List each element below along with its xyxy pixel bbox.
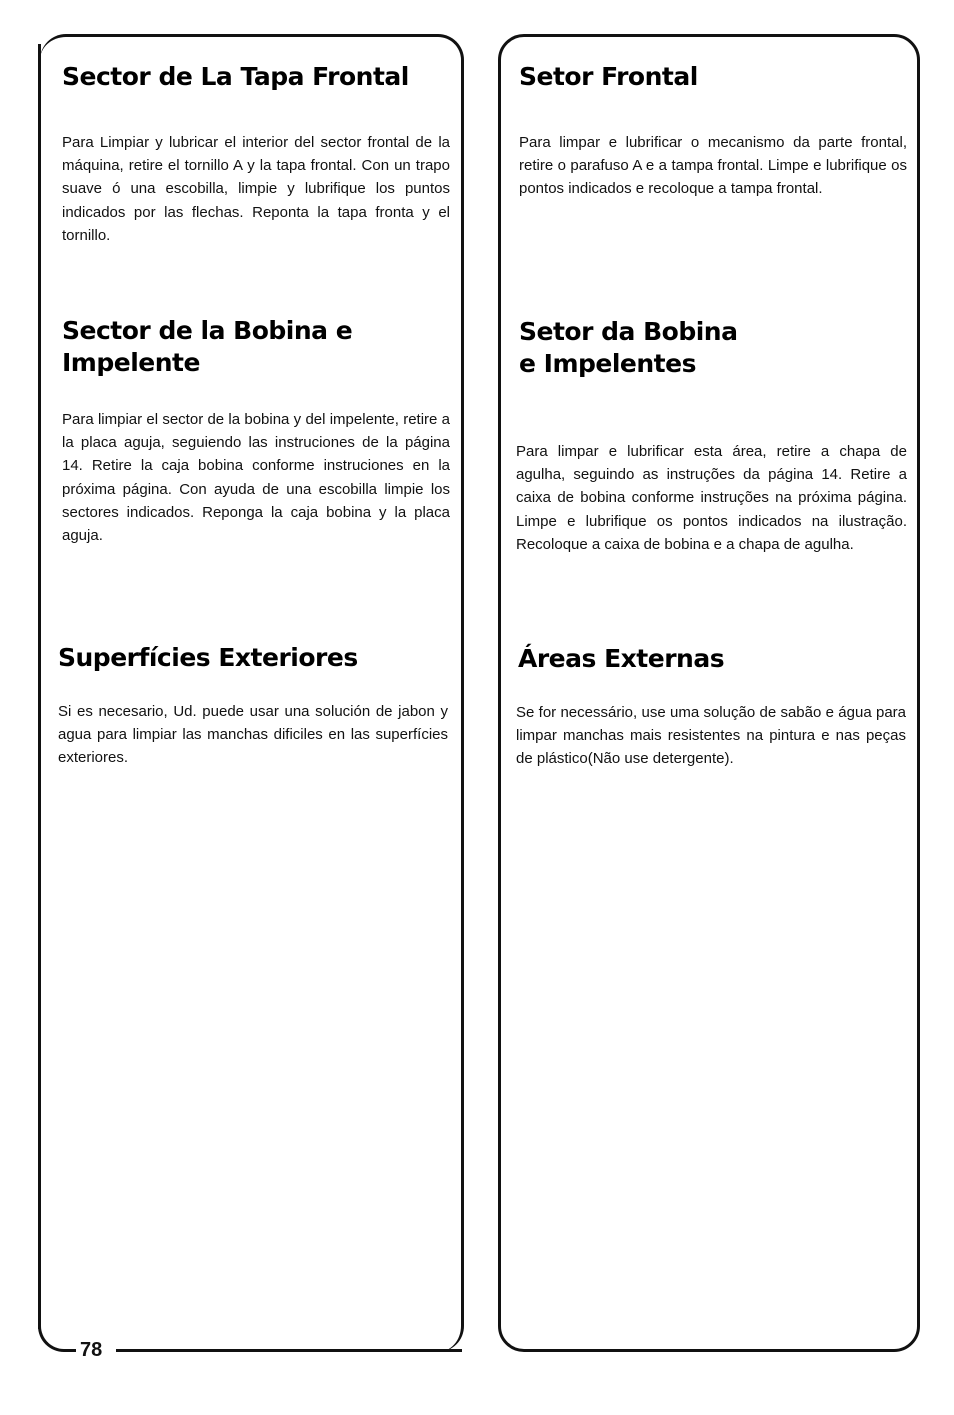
section-title-bobina-line1: Sector de la Bobina e bbox=[62, 316, 353, 345]
footer-rule-right bbox=[116, 1349, 462, 1352]
section-title-areas-externas: Áreas Externas bbox=[518, 644, 725, 673]
footer-rule-left bbox=[66, 1349, 76, 1352]
right-column-frame bbox=[498, 34, 920, 1352]
section-title-setor-frontal: Setor Frontal bbox=[519, 62, 698, 91]
section-title-superficies: Superfícies Exteriores bbox=[58, 643, 358, 672]
section-body-areas-externas: Se for necessário, use uma solução de sabão e água para limpar manchas mais resistentes na pintura e nas peças de plástico(Não use detergente). bbox=[516, 704, 906, 768]
section-body-setor-frontal: Para limpar e lubrificar o mecanismo da parte frontal, retire o parafuso A e a tampa frontal. Limpe e lubrifique os pontos indicados e recoloque a tampa frontal. bbox=[519, 134, 907, 198]
section-body-bobina: Para limpiar el sector de la bobina y del impelente, retire a la placa aguja, seguiendo las instruciones de la página 14. Retire la caja bobina conforme instruciones en la próxima página. Con ayuda de una escobilla limpie los sectores indicados. Reponga la caja bobina y la placa aguja. bbox=[62, 411, 450, 545]
section-body-tapa-frontal: Para Limpiar y lubricar el interior del sector frontal de la máquina, retire el tornillo A y la tapa frontal. Con un trapo suave ó una escobilla, limpie y lubrifique los puntos indicados por las flechas. Reponta la tapa fronta y el tornillo. bbox=[62, 134, 450, 244]
section-body-setor-bobina: Para limpar e lubrificar esta área, retire a chapa de agulha, seguindo as instruções da página 14. Retire a caixa de bobina conforme instruções na próxima página. Limpe e lubrifique os pontos indicados na ilustração. Recoloque a caixa de bobina e a chapa de agulha. bbox=[516, 443, 907, 553]
section-title-setor-bobina-line1: Setor da Bobina bbox=[519, 317, 738, 346]
section-body-superficies: Si es necesario, Ud. puede usar una solución de jabon y agua para limpiar las manchas dificiles en las superfícies exteriores. bbox=[58, 703, 448, 767]
section-title-tapa-frontal: Sector de La Tapa Frontal bbox=[62, 62, 409, 91]
section-title-setor-bobina-line2: e Impelentes bbox=[519, 349, 696, 378]
section-title-bobina-line2: Impelente bbox=[62, 348, 200, 377]
left-frame-edge bbox=[38, 44, 41, 1329]
page-number: 78 bbox=[80, 1339, 103, 1361]
